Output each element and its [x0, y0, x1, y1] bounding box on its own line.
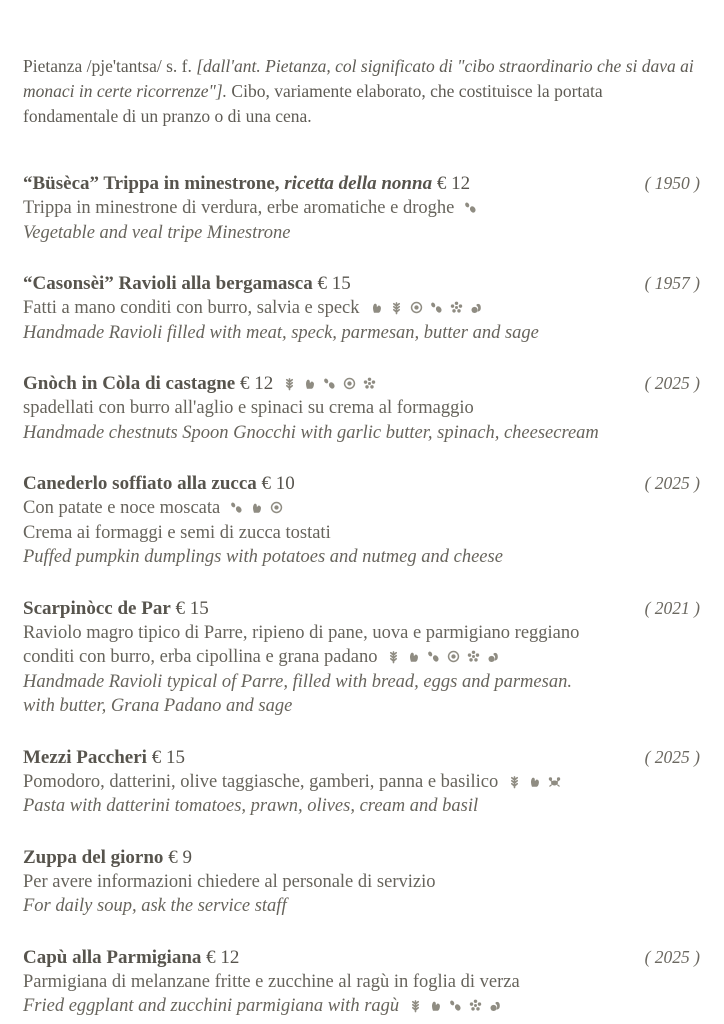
dish-line-desc: [23, 396, 700, 421]
dish-title: [23, 271, 351, 296]
dish-price: € 15: [170, 597, 209, 619]
dish-header: [23, 596, 700, 621]
allergen-icons: [408, 998, 503, 1013]
dish-title-text: Gnòch in Còla di castagne: [23, 373, 236, 394]
mitten-icon: [249, 500, 264, 515]
dish-title-text: “Büsèca” Trippa in minestrone,: [23, 173, 280, 194]
flower-icon: [362, 376, 377, 391]
dish-line-en: [23, 545, 700, 570]
line-text: Per avere informazioni chiedere al personale di servizio: [23, 871, 436, 892]
egg-icon: [446, 649, 461, 664]
egg-icon: [269, 500, 284, 515]
wheat-icon: [408, 998, 423, 1013]
intro-etymology: [dall'ant. Pietanza, col significato di "cibo straordinario che si dava ai monaci in certe ricorrenze"].: [23, 56, 694, 101]
allergen-icons: [507, 774, 562, 789]
egg-icon: [409, 300, 424, 315]
dish-title: [23, 745, 185, 770]
line-text: Pasta with datterini tomatoes, prawn, olives, cream and basil: [23, 796, 479, 816]
dish-line-desc: [23, 621, 700, 646]
dish-title: [23, 171, 470, 196]
dish-price: € 12: [201, 946, 240, 968]
flower-icon: [466, 649, 481, 664]
mitten-icon: [369, 300, 384, 315]
dish-year: ( 2025 ): [644, 746, 700, 767]
allergen-icons: [369, 300, 484, 315]
dish-line-en: [23, 694, 700, 719]
dish-price: € 15: [312, 273, 351, 294]
allergen-icons: [463, 200, 478, 215]
squirrel-icon: [469, 300, 484, 315]
dish-header: [23, 271, 700, 296]
dish-zuppa-del-giorno: [23, 845, 700, 919]
line-text: with butter, Grana Padano and sage: [23, 696, 293, 716]
dish-line-desc: [23, 870, 700, 895]
dish-lines: [23, 770, 700, 819]
dish-list: [23, 171, 700, 1019]
line-text: Trippa in minestrone di verdura, erbe aromatiche e droghe: [23, 198, 455, 218]
dish-title-icons: [282, 376, 377, 391]
line-text: Fatti a mano conditi con burro, salvia e speck: [23, 298, 360, 318]
dish-line-desc: [23, 970, 700, 995]
footprints-icon: [426, 649, 441, 664]
dish-header: [23, 171, 700, 196]
dish-year: ( 2021 ): [644, 597, 700, 618]
line-text: Vegetable and veal tripe Minestrone: [23, 222, 291, 243]
dish-line-desc: [23, 770, 700, 795]
dish-lines: [23, 970, 700, 1019]
dish-price: € 9: [163, 846, 192, 868]
line-text: Parmigiana di melanzane fritte e zucchine al ragù in foglia di verza: [23, 971, 520, 992]
squirrel-icon: [488, 998, 503, 1013]
dish-price: € 12: [432, 173, 471, 194]
line-text: For daily soup, ask the service staff: [23, 896, 287, 916]
dish-title-em: ricetta della nonna: [279, 173, 433, 194]
dish-title-text: Zuppa del giorno: [23, 846, 164, 868]
dish-header: [23, 945, 700, 970]
dish-canederlo-zucca: [23, 471, 700, 570]
dish-casonsei-ravioli: [23, 271, 700, 345]
dish-price: € 12: [235, 373, 274, 394]
line-text: spadellati con burro all'aglio e spinaci su crema al formaggio: [23, 398, 474, 418]
crab-icon: [547, 774, 562, 789]
dish-line-en: [23, 221, 700, 246]
allergen-icons: [229, 500, 284, 515]
footprints-icon: [322, 376, 337, 391]
flower-icon: [468, 998, 483, 1013]
dish-lines: [23, 396, 700, 445]
footprints-icon: [229, 500, 244, 515]
dish-title-text: Mezzi Paccheri: [23, 746, 147, 768]
dish-price: € 15: [146, 746, 185, 768]
line-text: Pomodoro, datterini, olive taggiasche, gamberi, panna e basilico: [23, 771, 499, 792]
dish-title-text: “Casonsèi” Ravioli alla bergamasca: [23, 273, 313, 294]
dish-header: [23, 371, 700, 396]
dish-title: [23, 845, 192, 870]
dish-title: [23, 945, 239, 970]
dish-line-desc: [23, 645, 700, 670]
wheat-icon: [386, 649, 401, 664]
dish-title: [23, 596, 209, 621]
dish-lines: [23, 296, 700, 345]
dish-lines: [23, 196, 700, 245]
dish-mezzi-paccheri: [23, 745, 700, 819]
dish-title-text: Capù alla Parmigiana: [23, 946, 202, 968]
wheat-icon: [507, 774, 522, 789]
line-text: Puffed pumpkin dumplings with potatoes and nutmeg and cheese: [23, 547, 503, 567]
dish-capu-parmigiana: [23, 945, 700, 1019]
dish-line-desc: [23, 196, 700, 221]
dish-busesca-trippa: [23, 171, 700, 245]
dish-title-text: Scarpinòcc de Par: [23, 597, 171, 619]
line-text: conditi con burro, erba cipollina e grana padano: [23, 647, 378, 667]
footprints-icon: [429, 300, 444, 315]
dish-line-en: [23, 994, 700, 1019]
allergen-icons: [386, 649, 501, 664]
squirrel-icon: [486, 649, 501, 664]
dish-line-en: [23, 321, 700, 346]
intro-definition-text: Cibo, variamente elaborato, che costituisce la portata fondamentale di un pranzo o di una cena.: [23, 81, 603, 126]
line-text: Con patate e noce moscata: [23, 498, 221, 518]
dish-line-en: [23, 670, 700, 695]
dish-lines: [23, 496, 700, 570]
dish-line-desc: [23, 521, 700, 546]
dish-line-desc: [23, 296, 700, 321]
dish-line-en: [23, 894, 700, 919]
footprints-icon: [448, 998, 463, 1013]
dish-year: ( 2025 ): [644, 946, 700, 967]
dish-gnoch-in-cola: [23, 371, 700, 445]
intro-lead: Pietanza /pje'tantsa/ s. f.: [23, 56, 197, 76]
egg-icon: [342, 376, 357, 391]
wheat-icon: [389, 300, 404, 315]
dish-lines: [23, 621, 700, 719]
dish-line-en: [23, 421, 700, 446]
line-text: Raviolo magro tipico di Parre, ripieno di pane, uova e parmigiano reggiano: [23, 622, 580, 643]
flower-icon: [449, 300, 464, 315]
dish-year: ( 2025 ): [644, 473, 700, 493]
dish-line-en: [23, 794, 700, 819]
mitten-icon: [302, 376, 317, 391]
dish-title: [23, 371, 377, 396]
mitten-icon: [527, 774, 542, 789]
dish-title: [23, 471, 295, 496]
dish-header: [23, 745, 700, 770]
line-text: Handmade chestnuts Spoon Gnocchi with garlic butter, spinach, cheesecream: [23, 422, 599, 443]
mitten-icon: [428, 998, 443, 1013]
dish-header: [23, 845, 700, 870]
dish-title-text: Canederlo soffiato alla zucca: [23, 473, 257, 494]
line-text: Handmade Ravioli typical of Parre, filled with bread, eggs and parmesan.: [23, 671, 572, 692]
dish-year: ( 1950 ): [644, 173, 700, 193]
dish-year: ( 1957 ): [644, 273, 700, 293]
line-text: Handmade Ravioli filled with meat, speck, parmesan, butter and sage: [23, 322, 539, 343]
dish-price: € 10: [256, 473, 295, 494]
mitten-icon: [406, 649, 421, 664]
dish-year: ( 2025 ): [644, 373, 700, 393]
dish-line-desc: [23, 496, 700, 521]
line-text: Crema ai formaggi e semi di zucca tostati: [23, 522, 331, 543]
footprints-icon: [463, 200, 478, 215]
dish-header: [23, 471, 700, 496]
line-text: Fried eggplant and zucchini parmigiana with ragù: [23, 996, 400, 1016]
dish-scarpinocc-de-par: [23, 596, 700, 719]
intro-definition: [23, 54, 700, 129]
wheat-icon: [282, 376, 297, 391]
dish-lines: [23, 870, 700, 919]
